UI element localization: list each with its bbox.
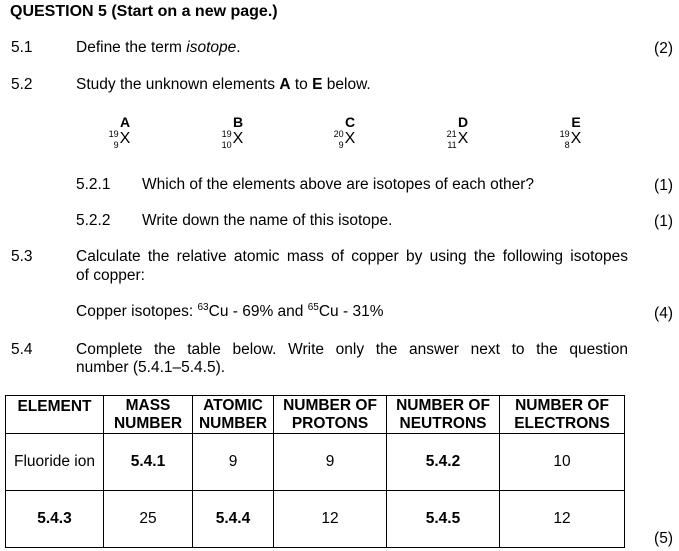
table-cell: 12	[500, 491, 625, 548]
q51-text: Define the term isotope.	[76, 39, 241, 56]
atom-table	[5, 395, 625, 548]
header-element: ELEMENT	[6, 396, 104, 434]
q51-number: 5.1	[11, 39, 33, 56]
element-c	[320, 114, 380, 154]
nuclide-notation: 19 9 X	[108, 129, 131, 150]
header-electrons: NUMBER OF ELECTRONS	[500, 396, 625, 434]
element-a	[95, 114, 155, 154]
q54-number: 5.4	[11, 341, 33, 358]
q53-line2: of copper:	[76, 267, 145, 284]
q522-marks: (1)	[654, 213, 673, 230]
question-heading: QUESTION 5 (Start on a new page.)	[10, 3, 278, 20]
element-letter: B	[232, 114, 244, 130]
table-cell: 10	[500, 434, 625, 491]
nuclide-notation: 19 8 X	[559, 129, 582, 150]
q52-text: Study the unknown elements A to E below.	[76, 76, 371, 93]
element-b	[208, 114, 268, 154]
q52-number: 5.2	[11, 76, 33, 93]
q522-number: 5.2.2	[76, 212, 111, 229]
copper-isotopes: Copper isotopes: $^{63}$Cu - 69% and $^{65}$Cu - 31%	[76, 302, 384, 321]
element-letter: D	[457, 114, 469, 130]
nuclide-notation: 20 9 X	[333, 129, 356, 150]
q521-marks: (1)	[654, 177, 673, 194]
answer-cell: 5.4.1	[104, 434, 193, 491]
table-cell: 12	[274, 491, 387, 548]
q53-line1: Calculate the relative atomic mass of copper by using the following isotopes	[76, 248, 628, 265]
element-letter: C	[344, 114, 356, 130]
nuclide-notation: 21 11 X	[446, 129, 469, 150]
q53-number: 5.3	[11, 248, 33, 265]
q522-text: Write down the name of this isotope.	[142, 212, 393, 229]
q521-text: Which of the elements above are isotopes of each other?	[142, 176, 535, 193]
table-cell: 9	[193, 434, 274, 491]
q54-line2: number (5.4.1–5.4.5).	[76, 359, 226, 376]
header-mass-number: MASS NUMBER	[104, 396, 193, 434]
q54-marks: (5)	[654, 530, 673, 547]
element-e	[546, 114, 606, 154]
table-row	[6, 491, 625, 548]
header-atomic-number: ATOMIC NUMBER	[193, 396, 274, 434]
q51-marks: (2)	[654, 40, 673, 57]
answer-cell: 5.4.4	[193, 491, 274, 548]
answer-cell: 5.4.2	[387, 434, 500, 491]
answer-cell: 5.4.3	[6, 491, 104, 548]
nuclide-notation: 19 10 X	[221, 129, 244, 150]
answer-cell: 5.4.5	[387, 491, 500, 548]
table-header-row	[6, 396, 625, 434]
element-d	[433, 114, 493, 154]
header-neutrons: NUMBER OF NEUTRONS	[387, 396, 500, 434]
header-protons: NUMBER OF PROTONS	[274, 396, 387, 434]
table-cell: Fluoride ion	[6, 434, 104, 491]
q53-marks: (4)	[654, 305, 673, 322]
element-letter: A	[119, 114, 131, 130]
q521-number: 5.2.1	[76, 176, 111, 193]
table-cell: 9	[274, 434, 387, 491]
table-cell: 25	[104, 491, 193, 548]
table-row	[6, 434, 625, 491]
q54-line1: Complete the table below. Write only the answer next to the question	[76, 341, 628, 358]
element-letter: E	[571, 114, 581, 130]
